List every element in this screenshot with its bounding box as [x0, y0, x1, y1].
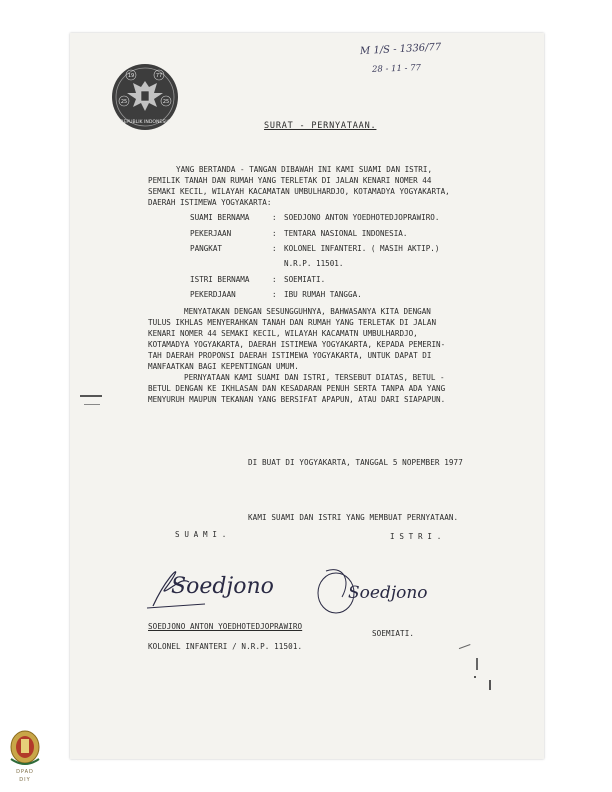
field-label: PEKERDJAAN — [190, 290, 236, 299]
field-value: KOLONEL INFANTERI. ( MASIH AKTIP.) — [284, 244, 440, 253]
handwritten-archive-number: M 1/S - 1336/77 — [359, 41, 442, 58]
husband-label: S U A M I . — [175, 530, 227, 539]
field-label: PEKERJAAN — [190, 229, 232, 238]
intro-paragraph — [148, 164, 450, 208]
husband-signature — [145, 560, 285, 612]
scan-mark — [84, 404, 100, 405]
field-separator: : — [272, 244, 277, 253]
field-label: SUAMI BERNAMA — [190, 213, 250, 222]
statement-line: KOTAMADYA YOGYAKARTA, DAERAH ISTIMEWA YOGYAKARTA, KEPADA PEMERIN- — [148, 340, 446, 349]
confirmation-line: BETUL DENGAN KE IKHLASAN DAN KESADARAN PENUH SERTA TANPA ADA YANG — [148, 384, 446, 393]
wife-name: SOEMIATI. — [372, 629, 415, 638]
seal-bottom-left: 25 — [120, 99, 128, 105]
statement-line: TULUS IKHLAS MENYERAHKAN TANAH DAN RUMAH YANG TERLETAK DI JALAN — [148, 318, 437, 327]
statement-line: MANFAATKAN BAGI KEPENTINGAN UMUM. — [148, 362, 299, 371]
statement-line: MENYATAKAN DENGAN SESUNGGUHNYA, BAHWASANYA KITA DENGAN — [184, 307, 431, 316]
seal-bottom-right: 25 — [162, 99, 170, 105]
husband-signature-script: Soedjono — [171, 574, 274, 599]
wife-signature-script: Soedjono — [348, 583, 428, 603]
field-wife-occupation — [190, 290, 362, 299]
intro-line: DAERAH ISTIMEWA YOGYAKARTA: — [148, 198, 272, 207]
field-separator: : — [272, 290, 277, 299]
field-separator: : — [272, 229, 277, 238]
field-label: PANGKAT — [190, 244, 223, 253]
field-separator: : — [272, 275, 277, 284]
intro-line: YANG BERTANDA - TANGAN DIBAWAH INI KAMI SUAMI DAN ISTRI, — [176, 165, 433, 174]
handwritten-archive-date: 28 - 11 - 77 — [371, 63, 422, 75]
archive-logo-text-1: DPAD — [16, 769, 34, 775]
statement-paragraph — [148, 306, 445, 372]
place-date: DI BUAT DI YOGYAKARTA, TANGGAL 5 NOPEMBER 1977 — [248, 458, 463, 467]
husband-rank-nrp: KOLONEL INFANTERI / N.R.P. 11501. — [148, 642, 303, 651]
field-value: SOEMIATI. — [284, 275, 326, 284]
statement-line: TAH DAERAH PROPONSI DAERAH ISTIMEWA YOGYAKARTA, UNTUK DAPAT DI — [148, 351, 432, 360]
husband-name: SOEDJONO ANTON YOEDHOTEDJOPRAWIRO — [148, 622, 303, 631]
archive-logo-icon — [5, 725, 45, 785]
seal-inscription: REPUBLIK INDONESIA — [120, 120, 170, 125]
field-husband-rank — [190, 244, 439, 253]
statement-line: KENARI NOMER 44 SEMAKI KECIL, WILAYAH KACAMATN UMBULHARDJO, — [148, 329, 418, 338]
intro-line: PEMILIK TANAH DAN RUMAH YANG TERLETAK DI JALAN KENARI NOMER 44 — [148, 176, 432, 185]
scan-mark — [474, 676, 476, 678]
archive-logo-text-2: DIY — [19, 777, 31, 783]
confirmation-line: PERNYATAAN KAMI SUAMI DAN ISTRI, TERSEBUT DIATAS, BETUL - — [184, 373, 445, 382]
document-title: SURAT - PERNYATAAN. — [264, 121, 377, 131]
wife-signature — [312, 563, 442, 618]
field-husband-occupation — [190, 229, 407, 238]
field-value: N.R.P. 11501. — [284, 259, 344, 268]
field-value: SOEDJONO ANTON YOEDHOTEDJOPRAWIRO. — [284, 213, 440, 222]
confirmation-paragraph — [148, 372, 445, 405]
seal-top-left: 19 — [127, 73, 135, 79]
wife-label: I S T R I . — [390, 532, 442, 541]
confirmation-line: MENYURUH MAUPUN TEKANAN YANG BERSIFAT APAPUN, ATAU DARI SIAPAPUN. — [148, 395, 446, 404]
field-value: TENTARA NASIONAL INDONESIA. — [284, 229, 408, 238]
signers-heading: KAMI SUAMI DAN ISTRI YANG MEMBUAT PERNYATAAN. — [248, 513, 459, 522]
field-value: IBU RUMAH TANGGA. — [284, 290, 362, 299]
field-husband-name — [190, 213, 439, 222]
seal-top-right: 77 — [155, 73, 163, 79]
field-label: ISTRI BERNAMA — [190, 275, 250, 284]
garuda-seal-icon — [111, 63, 179, 131]
field-husband-nrp — [190, 259, 343, 268]
field-separator: : — [272, 213, 277, 222]
scan-mark — [489, 680, 491, 690]
intro-line: SEMAKI KECIL, WILAYAH KACAMATAN UMBULHARDJO, KOTAMADYA YOGYAKARTA, — [148, 187, 450, 196]
scan-mark — [476, 658, 478, 670]
scan-mark — [80, 395, 102, 397]
field-wife-name — [190, 275, 325, 284]
